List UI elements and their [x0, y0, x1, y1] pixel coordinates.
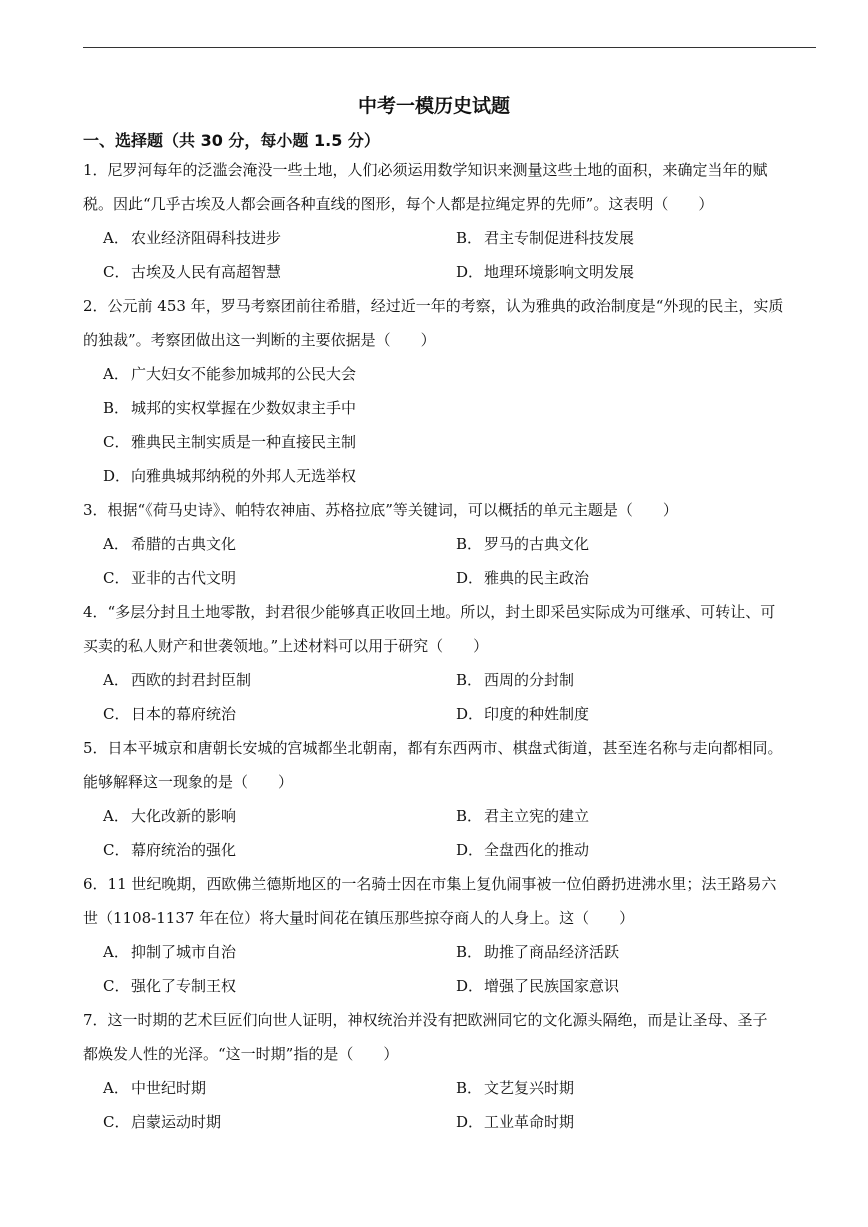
option-text: 雅典的民主政治: [484, 569, 590, 587]
option-text: 雅典民主制实质是一种直接民主制: [131, 433, 357, 451]
question-stem-line: 6．11 世纪晚期，西欧佛兰德斯地区的一名骑士因在市集上复仇闹事被一位伯爵扔进沸水里；法王路易六: [83, 875, 777, 893]
option-text: 强化了专制王权: [131, 977, 237, 995]
option-row: [83, 1071, 823, 1105]
question-stem-line: 4．“多层分封且土地零散，封君很少能够真正收回土地。所以，封土即采邑实际成为可继承、可转让、可: [83, 603, 776, 621]
option-text: 抑制了城市自治: [131, 943, 237, 961]
option-row: [83, 357, 823, 391]
option-letter: A．: [103, 1079, 129, 1097]
option-row: [83, 663, 823, 697]
option-b: [456, 221, 634, 255]
option-a: [103, 1071, 206, 1105]
option-letter: B．: [456, 807, 483, 825]
option-row: [83, 1105, 823, 1139]
option-b: [456, 935, 619, 969]
option-text: 君主立宪的建立: [484, 807, 590, 825]
option-text: 向雅典城邦纳税的外邦人无选举权: [131, 467, 357, 485]
option-letter: C．: [103, 1113, 130, 1131]
option-letter: A．: [103, 365, 129, 383]
option-d: [456, 969, 619, 1003]
option-d: [103, 459, 356, 493]
option-text: 增强了民族国家意识: [484, 977, 620, 995]
option-text: 农业经济阻碍科技进步: [131, 229, 282, 247]
option-d: [456, 255, 634, 289]
option-letter: D．: [456, 977, 484, 995]
option-letter: C．: [103, 433, 130, 451]
option-letter: B．: [103, 399, 130, 417]
question-2: [83, 289, 823, 493]
option-c: [103, 255, 281, 289]
option-d: [456, 697, 589, 731]
question-list: [83, 153, 823, 1139]
option-letter: A．: [103, 229, 129, 247]
option-letter: D．: [103, 467, 131, 485]
option-row: [83, 697, 823, 731]
option-row: [83, 561, 823, 595]
document-title: 中考一模历史试题: [357, 95, 510, 117]
option-text: 全盘西化的推动: [484, 841, 590, 859]
option-letter: C．: [103, 705, 130, 723]
header-rule: [83, 47, 816, 48]
option-row: [83, 459, 823, 493]
option-a: [103, 357, 356, 391]
question-6: [83, 867, 823, 1003]
option-text: 西欧的封君封臣制: [131, 671, 252, 689]
question-stem-line: 3．根据“《荷马史诗》、帕特农神庙、苏格拉底”等关键词，可以概括的单元主题是（ ）: [83, 501, 678, 519]
option-text: 幕府统治的强化: [131, 841, 237, 859]
option-text: 助推了商品经济活跃: [484, 943, 620, 961]
option-b: [456, 799, 589, 833]
option-row: [83, 527, 823, 561]
option-d: [456, 1105, 574, 1139]
option-a: [103, 935, 236, 969]
option-text: 君主专制促进科技发展: [484, 229, 635, 247]
option-c: [103, 1105, 221, 1139]
option-d: [456, 833, 589, 867]
option-a: [103, 527, 236, 561]
option-letter: B．: [456, 671, 483, 689]
option-letter: C．: [103, 263, 130, 281]
option-b: [456, 1071, 574, 1105]
question-stem-line: 1．尼罗河每年的泛滥会淹没一些土地，人们必须运用数学知识来测量这些土地的面积，来确定当年的赋: [83, 161, 768, 179]
option-a: [103, 221, 281, 255]
option-row: [83, 935, 823, 969]
option-c: [103, 425, 356, 459]
option-letter: B．: [456, 943, 483, 961]
question-stem-line: 2．公元前 453 年，罗马考察团前往希腊，经过近一年的考察，认为雅典的政治制度是“外现的民主，实质: [83, 297, 784, 315]
option-letter: D．: [456, 841, 484, 859]
question-stem-line: 7．这一时期的艺术巨匠们向世人证明，神权统治并没有把欧洲同它的文化源头隔绝，而是让圣母、圣子: [83, 1011, 768, 1029]
option-text: 工业革命时期: [484, 1113, 575, 1131]
option-letter: D．: [456, 263, 484, 281]
option-row: [83, 969, 823, 1003]
option-text: 印度的种姓制度: [484, 705, 590, 723]
option-text: 希腊的古典文化: [131, 535, 237, 553]
option-text: 大化改新的影响: [131, 807, 237, 825]
option-text: 文艺复兴时期: [484, 1079, 575, 1097]
question-stem-line: 税。因此“几乎古埃及人都会画各种直线的图形，每个人都是拉绳定界的先师”。这表明（ ）: [83, 195, 714, 213]
option-text: 罗马的古典文化: [484, 535, 590, 553]
option-b: [456, 527, 589, 561]
option-letter: B．: [456, 229, 483, 247]
option-letter: B．: [456, 535, 483, 553]
option-b: [456, 663, 574, 697]
option-letter: A．: [103, 943, 129, 961]
question-stem-line: 的独裁”。考察团做出这一判断的主要依据是（ ）: [83, 331, 436, 349]
question-1: [83, 153, 823, 289]
option-b: [103, 391, 356, 425]
option-letter: C．: [103, 841, 130, 859]
option-letter: D．: [456, 705, 484, 723]
option-letter: D．: [456, 569, 484, 587]
option-letter: A．: [103, 807, 129, 825]
option-c: [103, 833, 236, 867]
question-stem-line: 世（1108-1137 年在位）将大量时间花在镇压那些掠夺商人的人身上。这（ ）: [83, 909, 635, 927]
question-stem-line: 买卖的私人财产和世袭领地。”上述材料可以用于研究（ ）: [83, 637, 489, 655]
option-letter: A．: [103, 671, 129, 689]
option-row: [83, 221, 823, 255]
option-text: 广大妇女不能参加城邦的公民大会: [131, 365, 357, 383]
option-text: 地理环境影响文明发展: [484, 263, 635, 281]
question-7: [83, 1003, 823, 1139]
question-5: [83, 731, 823, 867]
option-row: [83, 255, 823, 289]
option-row: [83, 425, 823, 459]
option-text: 西周的分封制: [484, 671, 575, 689]
option-a: [103, 799, 236, 833]
option-row: [83, 799, 823, 833]
option-c: [103, 969, 236, 1003]
option-text: 亚非的古代文明: [131, 569, 237, 587]
option-letter: C．: [103, 569, 130, 587]
option-row: [83, 391, 823, 425]
option-text: 古埃及人民有高超智慧: [131, 263, 282, 281]
option-c: [103, 697, 236, 731]
option-text: 启蒙运动时期: [131, 1113, 222, 1131]
option-text: 日本的幕府统治: [131, 705, 237, 723]
option-letter: A．: [103, 535, 129, 553]
question-stem-line: 能够解释这一现象的是（ ）: [83, 773, 294, 791]
option-text: 中世纪时期: [131, 1079, 207, 1097]
question-4: [83, 595, 823, 731]
option-letter: C．: [103, 977, 130, 995]
section-heading: 一、选择题（共 30 分，每小题 1.5 分）: [83, 131, 380, 150]
option-row: [83, 833, 823, 867]
question-stem-line: 都焕发人性的光泽。“这一时期”指的是（ ）: [83, 1045, 399, 1063]
option-c: [103, 561, 236, 595]
option-text: 城邦的实权掌握在少数奴隶主手中: [131, 399, 357, 417]
question-stem-line: 5．日本平城京和唐朝长安城的宫城都坐北朝南，都有东西两市、棋盘式街道，甚至连名称与走向都相同。: [83, 739, 783, 757]
option-a: [103, 663, 251, 697]
option-d: [456, 561, 589, 595]
option-letter: D．: [456, 1113, 484, 1131]
option-letter: B．: [456, 1079, 483, 1097]
question-3: [83, 493, 823, 595]
